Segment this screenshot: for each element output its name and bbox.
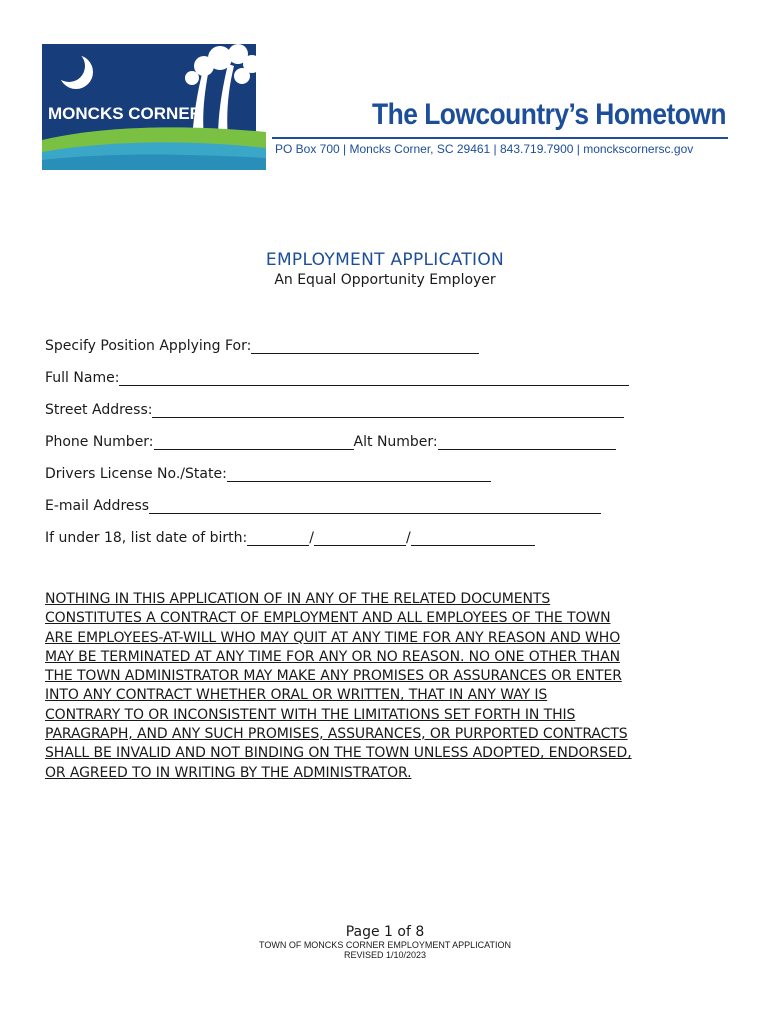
full-name-input-line[interactable] [119, 369, 629, 386]
header-divider [272, 137, 728, 139]
footer-document-name: TOWN OF MONCKS CORNER EMPLOYMENT APPLICATION [258, 940, 512, 950]
alt-number-label: Alt Number: [353, 434, 438, 450]
email-field [45, 494, 601, 514]
email-input-line[interactable] [149, 497, 601, 514]
street-address-field [45, 398, 624, 418]
dob-year-input-line[interactable] [411, 529, 535, 546]
notice-line: INTO ANY CONTRACT WHETHER ORAL OR WRITTEN, THAT IN ANY WAY IS [45, 687, 548, 704]
at-will-notice [45, 590, 725, 783]
position-field [45, 334, 479, 354]
dob-month-input-line[interactable] [247, 529, 309, 546]
phone-field [45, 430, 616, 450]
notice-line: PARAGRAPH, AND ANY SUCH PROMISES, ASSURANCES, OR PURPORTED CONTRACTS [45, 726, 628, 743]
town-logo [42, 44, 266, 170]
logo-text: MONCKS CORNER [48, 104, 202, 123]
footer-revised-date: REVISED 1/10/2023 [343, 950, 427, 960]
full-name-field [45, 366, 629, 386]
drivers-license-input-line[interactable] [227, 465, 491, 482]
page-subtitle: An Equal Opportunity Employer [274, 272, 496, 288]
dob-label: If under 18, list date of birth: [45, 530, 248, 546]
tagline: The Lowcountry’s Hometown [372, 98, 726, 131]
street-address-label: Street Address: [45, 402, 153, 418]
dob-separator: / [309, 530, 314, 546]
dob-separator: / [405, 530, 411, 546]
phone-label: Phone Number: [45, 434, 154, 450]
notice-line: THE TOWN ADMINISTRATOR MAY MAKE ANY PROMISES OR ASSURANCES OR ENTER [45, 668, 622, 685]
drivers-license-label: Drivers License No./State: [45, 466, 227, 482]
contact-info: PO Box 700 | Moncks Corner, SC 29461 | 843.719.7900 | monckscornersc.gov [275, 142, 694, 156]
notice-line: MAY BE TERMINATED AT ANY TIME FOR ANY OR NO REASON. NO ONE OTHER THAN [45, 648, 620, 665]
position-input-line[interactable] [251, 337, 479, 354]
notice-line: CONTRARY TO OR INCONSISTENT WITH THE LIMITATIONS SET FORTH IN THIS [45, 706, 576, 723]
notice-line: CONSTITUTES A CONTRACT OF EMPLOYMENT AND ALL EMPLOYEES OF THE TOWN [45, 610, 611, 627]
page-number: Page 1 of 8 [345, 924, 425, 940]
street-address-input-line[interactable] [152, 401, 624, 418]
dob-day-input-line[interactable] [314, 529, 406, 546]
page-title: EMPLOYMENT APPLICATION [265, 250, 505, 270]
notice-line: OR AGREED TO IN WRITING BY THE ADMINISTRATOR. [45, 764, 412, 781]
dob-field [45, 526, 535, 546]
position-label: Specify Position Applying For: [45, 338, 252, 354]
notice-line: ARE EMPLOYEES-AT-WILL WHO MAY QUIT AT ANY TIME FOR ANY REASON AND WHO [45, 629, 621, 646]
phone-input-line[interactable] [154, 433, 354, 450]
alt-number-input-line[interactable] [438, 433, 616, 450]
email-label: E-mail Address [45, 498, 150, 514]
notice-line: NOTHING IN THIS APPLICATION OF IN ANY OF THE RELATED DOCUMENTS [45, 591, 551, 607]
notice-line: SHALL BE INVALID AND NOT BINDING ON THE TOWN UNLESS ADOPTED, ENDORSED, [45, 745, 632, 762]
full-name-label: Full Name: [45, 370, 120, 386]
drivers-license-field [45, 462, 491, 482]
